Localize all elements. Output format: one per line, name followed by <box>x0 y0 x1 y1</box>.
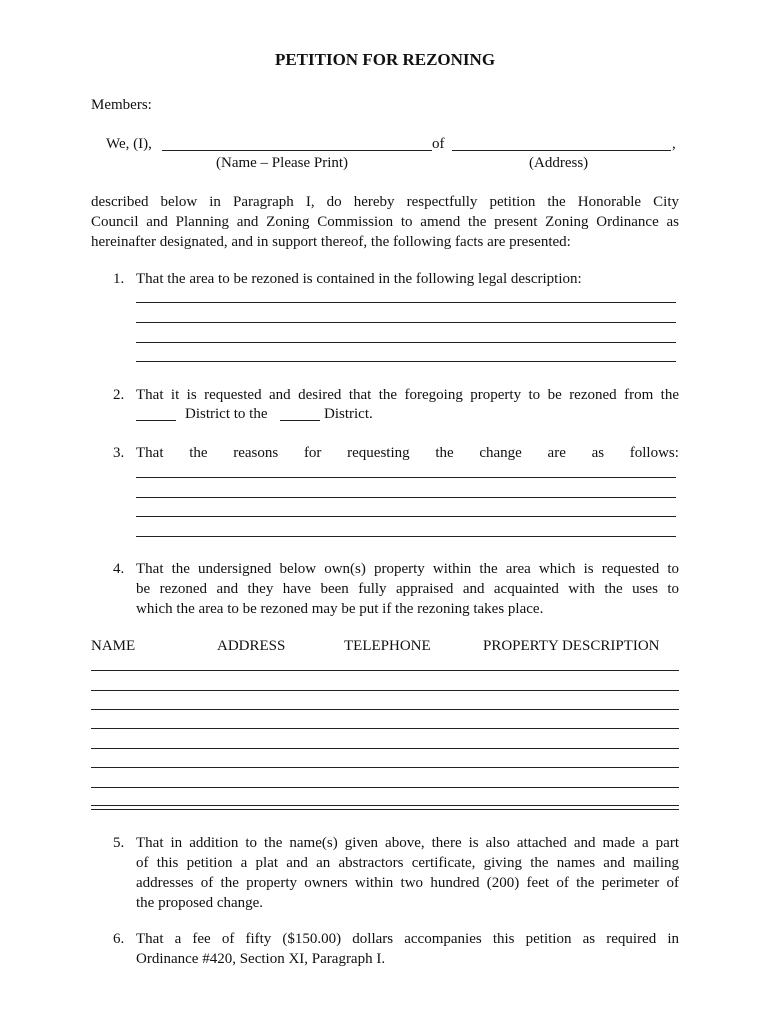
reasons-line-2[interactable] <box>136 497 676 498</box>
page-title: PETITION FOR REZONING <box>274 50 496 69</box>
legal-description-line-3[interactable] <box>136 342 676 343</box>
to-district-field[interactable] <box>280 404 320 422</box>
header-telephone: TELEPHONE <box>344 638 431 654</box>
item-5-line: addresses of the property owners within two hundred (200) feet of the perimeter of <box>136 875 679 891</box>
item-6-line: That a fee of fifty ($150.00) dollars accompanies this petition as required in <box>136 931 679 947</box>
header-address: ADDRESS <box>217 638 286 654</box>
item-2-line-1 <box>136 385 679 405</box>
name-caption: (Name – Please Print) <box>216 155 349 171</box>
owner-line-1[interactable] <box>91 670 679 671</box>
header-name: NAME <box>91 638 136 654</box>
preamble-line: hereinafter designated, and in support thereof, the following facts are presented: <box>91 234 571 250</box>
from-district-field[interactable] <box>136 404 176 422</box>
owner-line-5[interactable] <box>91 748 679 749</box>
address-field[interactable] <box>452 134 671 152</box>
owner-line-3[interactable] <box>91 709 679 710</box>
item-3-word: requesting <box>347 445 410 461</box>
reasons-line-1[interactable] <box>136 477 676 478</box>
name-field[interactable] <box>162 134 432 152</box>
preamble-line: described below in Paragraph I, do hereby respectfully petition the Honorable City <box>91 194 679 210</box>
we-label: We, (I), <box>106 136 152 152</box>
item-6-text <box>136 929 679 969</box>
item-3-word: follows: <box>629 445 679 461</box>
item-5-text <box>136 833 679 913</box>
owner-line-4[interactable] <box>91 728 679 729</box>
item-4-line: which the area to be rezoned may be put if the rezoning takes place. <box>136 601 544 617</box>
item-5-line: That in addition to the name(s) given above, there is also attached and made a part <box>136 835 679 851</box>
item-1-text: That the area to be rezoned is contained in the following legal description: <box>136 271 582 287</box>
item-3-word: for <box>303 445 322 461</box>
owner-line-6[interactable] <box>91 767 679 768</box>
item-3-word: the <box>435 445 454 461</box>
legal-description-line-4[interactable] <box>136 361 676 362</box>
intro-comma: , <box>672 136 676 152</box>
district-to-label: District to the <box>185 406 268 422</box>
legal-description-line-1[interactable] <box>136 302 676 303</box>
item-3-number: 3. <box>113 445 125 461</box>
owner-line-7[interactable] <box>91 787 679 788</box>
item-3-word: reasons <box>233 445 279 461</box>
owner-line-9[interactable] <box>91 809 679 810</box>
item-3-text <box>136 444 679 463</box>
reasons-line-4[interactable] <box>136 536 676 537</box>
district-end-label: District. <box>324 406 373 422</box>
item-3-word: are <box>547 445 566 461</box>
item-2-text: That it is requested and desired that the foregoing property to be rezoned from the <box>136 387 679 403</box>
item-5-number: 5. <box>113 835 125 851</box>
item-4-number: 4. <box>113 561 125 577</box>
item-2-number: 2. <box>113 387 125 403</box>
of-label: of <box>432 136 445 152</box>
item-4-text <box>136 559 679 619</box>
item-1-number: 1. <box>113 271 125 287</box>
preamble-line: Council and Planning and Zoning Commission to amend the present Zoning Ordinance as <box>91 214 679 230</box>
address-caption: (Address) <box>529 155 589 171</box>
item-3-word: That <box>136 445 164 461</box>
item-3-word: as <box>591 445 605 461</box>
legal-description-line-2[interactable] <box>136 322 676 323</box>
item-3-word: change <box>479 445 522 461</box>
item-3-word: the <box>189 445 208 461</box>
item-4-line: be rezoned and they have been fully appraised and acquainted with the uses to <box>136 581 679 597</box>
header-property-description: PROPERTY DESCRIPTION <box>483 638 660 654</box>
salutation: Members: <box>91 97 152 113</box>
item-4-line: That the undersigned below own(s) property within the area which is requested to <box>136 561 679 577</box>
item-5-line: of this petition a plat and an abstractors certificate, giving the names and mailing <box>136 855 679 871</box>
owner-line-2[interactable] <box>91 690 679 691</box>
item-5-line: the proposed change. <box>136 895 264 911</box>
preamble-paragraph <box>91 192 679 252</box>
item-6-line: Ordinance #420, Section XI, Paragraph I. <box>136 951 386 967</box>
reasons-line-3[interactable] <box>136 516 676 517</box>
item-6-number: 6. <box>113 931 125 947</box>
owner-line-8[interactable] <box>91 805 679 806</box>
